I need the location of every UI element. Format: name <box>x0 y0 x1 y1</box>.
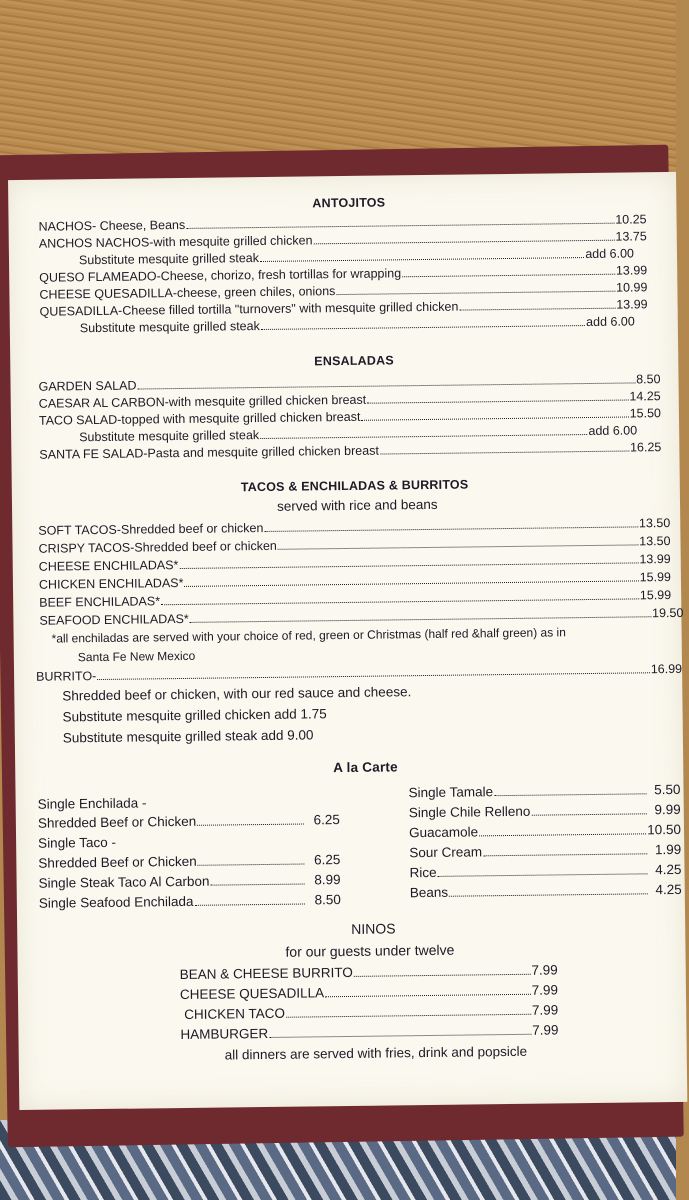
section-title-ensaladas: ENSALADAS <box>314 353 394 369</box>
menu-item-name: ANCHOS NACHOS-with mesquite grilled chicken <box>38 233 313 251</box>
burrito-description: Shredded beef or chicken, with our red sauce and cheese. <box>62 684 412 704</box>
menu-item-price: 15.99 <box>639 570 672 585</box>
alacarte-item <box>38 812 340 831</box>
menu-item-price: 16.99 <box>650 661 683 677</box>
menu-item-price: add 6.00 <box>586 314 635 330</box>
section-title-antojitos: ANTOJITOS <box>312 195 386 211</box>
menu-item-name: CHEESE QUESADILLA <box>179 985 325 1003</box>
alacarte-item <box>38 852 340 871</box>
burrito-substitute-steak: Substitute mesquite grilled steak add 9.00 <box>62 727 314 746</box>
menu-item <box>80 314 635 335</box>
menu-item-name: Substitute mesquite grilled steak <box>78 251 260 268</box>
dot-leader <box>179 562 638 569</box>
dot-leader <box>161 598 639 605</box>
dot-leader <box>97 672 650 680</box>
menu-item <box>184 1002 558 1022</box>
menu-item-name: QUESADILLA-Cheese filled tortilla "turnovers" with mesquite grilled chicken <box>39 299 459 319</box>
alacarte-item <box>39 892 341 911</box>
alacarte-item: Single Taco - <box>38 834 117 851</box>
menu-item-price: 7.99 <box>531 1002 559 1018</box>
dot-leader <box>531 813 646 815</box>
menu-item-name: QUESO FLAMEADO-Cheese, chorizo, fresh tortillas for wrapping <box>39 266 402 285</box>
menu-item-price: 19.50 <box>651 605 684 621</box>
dot-leader <box>269 1034 531 1038</box>
menu-item-price: 5.50 <box>654 781 681 798</box>
enchilada-note: *all enchiladas are served with your choice of red, green or Christmas (half red &half green) as in <box>51 625 566 646</box>
menu-item-price: 6.25 <box>313 852 341 868</box>
section-title-alacarte: A la Carte <box>333 759 398 776</box>
menu-item-name: Rice <box>409 864 437 881</box>
menu-item-name: CHEESE ENCHILADAS* <box>38 558 179 574</box>
dot-leader <box>380 451 629 455</box>
menu-item-price: 4.25 <box>655 881 682 898</box>
menu-item-price: 13.99 <box>615 263 648 278</box>
menu-item-name: CHICKEN ENCHILADAS* <box>38 575 184 592</box>
menu-item-price: 13.50 <box>638 516 671 531</box>
alacarte-item <box>409 822 681 840</box>
menu-item-name: Beans <box>409 884 449 901</box>
menu-item-name: SANTA FE SALAD-Pasta and mesquite grilled chicken breast <box>39 443 379 462</box>
alacarte-item <box>410 882 682 900</box>
menu-item-name: TACO SALAD-topped with mesquite grilled chicken breast <box>38 409 361 428</box>
dot-leader <box>190 616 651 623</box>
dot-leader <box>195 904 305 906</box>
menu-item-price: 1.99 <box>654 841 682 858</box>
dot-leader <box>186 223 614 229</box>
dot-leader <box>336 291 615 295</box>
menu-item-name: GARDEN SALAD <box>38 378 137 394</box>
menu-item <box>180 1022 558 1042</box>
menu-item <box>180 962 558 982</box>
menu-item-price: 15.50 <box>629 406 662 421</box>
menu-item-price: 7.99 <box>531 982 559 998</box>
menu-item-price: 13.99 <box>639 552 671 567</box>
menu-item-price: 7.99 <box>532 1022 559 1038</box>
menu-item-price: 13.75 <box>615 229 647 244</box>
menu-item-name: Single Steak Taco Al Carbon <box>38 873 210 891</box>
menu-item-name: BURRITO- <box>36 669 97 684</box>
dot-leader <box>278 544 638 549</box>
menu-item-price: 6.25 <box>313 812 340 828</box>
menu-item-price: 13.99 <box>616 297 648 312</box>
dot-leader <box>211 884 305 886</box>
menu-item-name: Single Seafood Enchilada <box>38 893 194 911</box>
dot-leader <box>367 400 628 404</box>
dot-leader <box>260 257 584 262</box>
alacarte-item <box>39 872 341 891</box>
menu-item-name: NACHOS- Cheese, Beans <box>38 217 186 234</box>
menu-item-price: 8.50 <box>314 892 341 908</box>
menu-item-price: 15.99 <box>639 588 672 603</box>
dot-leader <box>314 240 615 245</box>
dot-leader <box>449 893 647 896</box>
menu-item-price: 13.50 <box>639 534 671 549</box>
menu-item-name: HAMBURGER <box>180 1025 269 1043</box>
dot-leader <box>184 580 638 587</box>
menu-item-price: 10.25 <box>615 212 647 227</box>
enchilada-note-location: Santa Fe New Mexico <box>77 648 196 665</box>
section-title-ninos: NINOS <box>351 920 396 937</box>
menu-item-name: Guacamole <box>408 824 479 841</box>
dot-leader <box>494 793 646 796</box>
menu-item-name: Shredded Beef or Chicken <box>37 813 197 831</box>
menu-item-name: SEAFOOD ENCHILADAS* <box>39 611 189 628</box>
dot-leader <box>459 308 615 311</box>
menu-item-price: 8.50 <box>636 372 661 387</box>
menu-page <box>8 172 687 1110</box>
alacarte-item <box>408 782 680 800</box>
menu-item-price: 10.50 <box>647 821 682 838</box>
dot-leader <box>438 873 648 877</box>
menu-item-name: Shredded Beef or Chicken <box>38 853 197 871</box>
dot-leader <box>197 824 303 826</box>
menu-item-name: Substitute mesquite grilled steak <box>79 319 260 336</box>
menu-item-name: CHICKEN TACO <box>184 1005 286 1022</box>
dot-leader <box>483 853 647 856</box>
section-title-tacos: TACOS & ENCHILADAS & BURRITOS <box>240 477 469 495</box>
menu-item-price: add 6.00 <box>588 423 638 439</box>
dot-leader <box>286 1014 531 1018</box>
menu-item-name: BEAN & CHEESE BURRITO <box>179 964 353 983</box>
menu-item-price: 8.99 <box>314 872 341 888</box>
menu-item-price: 10.99 <box>616 280 648 295</box>
menu-item-price: 16.25 <box>629 440 662 455</box>
dot-leader <box>260 434 587 439</box>
menu-item-name: SOFT TACOS-Shredded beef or chicken <box>38 520 264 538</box>
alacarte-item: Single Enchilada - <box>37 795 147 812</box>
menu-item-name: CAESAR AL CARBON-with mesquite grilled chicken breast <box>38 392 367 411</box>
menu-item-price: add 6.00 <box>585 246 635 262</box>
dot-leader <box>261 325 585 330</box>
dot-leader <box>325 994 531 998</box>
menu-item <box>180 982 558 1002</box>
burrito-substitute-chicken: Substitute mesquite grilled chicken add 1.75 <box>62 706 327 725</box>
menu-item-name: CRISPY TACOS-Shredded beef or chicken <box>38 538 277 556</box>
alacarte-item <box>409 862 681 880</box>
ninos-footer-note: all dinners are served with fries, drink and popsicle <box>224 1043 528 1063</box>
menu-item-name: Sour Cream <box>409 844 483 861</box>
section-subtitle-ninos: for our guests under twelve <box>285 941 455 960</box>
menu-item-name: Single Tamale <box>408 784 494 801</box>
menu-item-price: 4.25 <box>655 861 682 878</box>
menu-item-price: 14.25 <box>629 389 661 404</box>
dot-leader <box>479 833 646 836</box>
section-subtitle-tacos: served with rice and beans <box>276 496 438 514</box>
menu-item <box>39 606 683 628</box>
dot-leader <box>361 417 628 421</box>
menu-item-name: CHEESE QUESADILLA-cheese, green chiles, onions <box>39 284 336 302</box>
menu-item-name: Substitute mesquite grilled steak <box>79 428 260 445</box>
dot-leader <box>264 526 638 532</box>
alacarte-item <box>409 842 681 860</box>
dot-leader <box>138 382 636 389</box>
menu-item-name: BEEF ENCHILADAS* <box>39 594 161 610</box>
dot-leader <box>198 864 304 866</box>
menu-item-price: 7.99 <box>531 962 558 978</box>
alacarte-item <box>409 802 681 820</box>
menu-item-price: 9.99 <box>654 801 681 818</box>
dot-leader <box>354 974 531 977</box>
menu-item-burrito <box>36 662 682 684</box>
dot-leader <box>402 274 615 278</box>
menu-item-name: Single Chile Relleno <box>408 803 531 821</box>
